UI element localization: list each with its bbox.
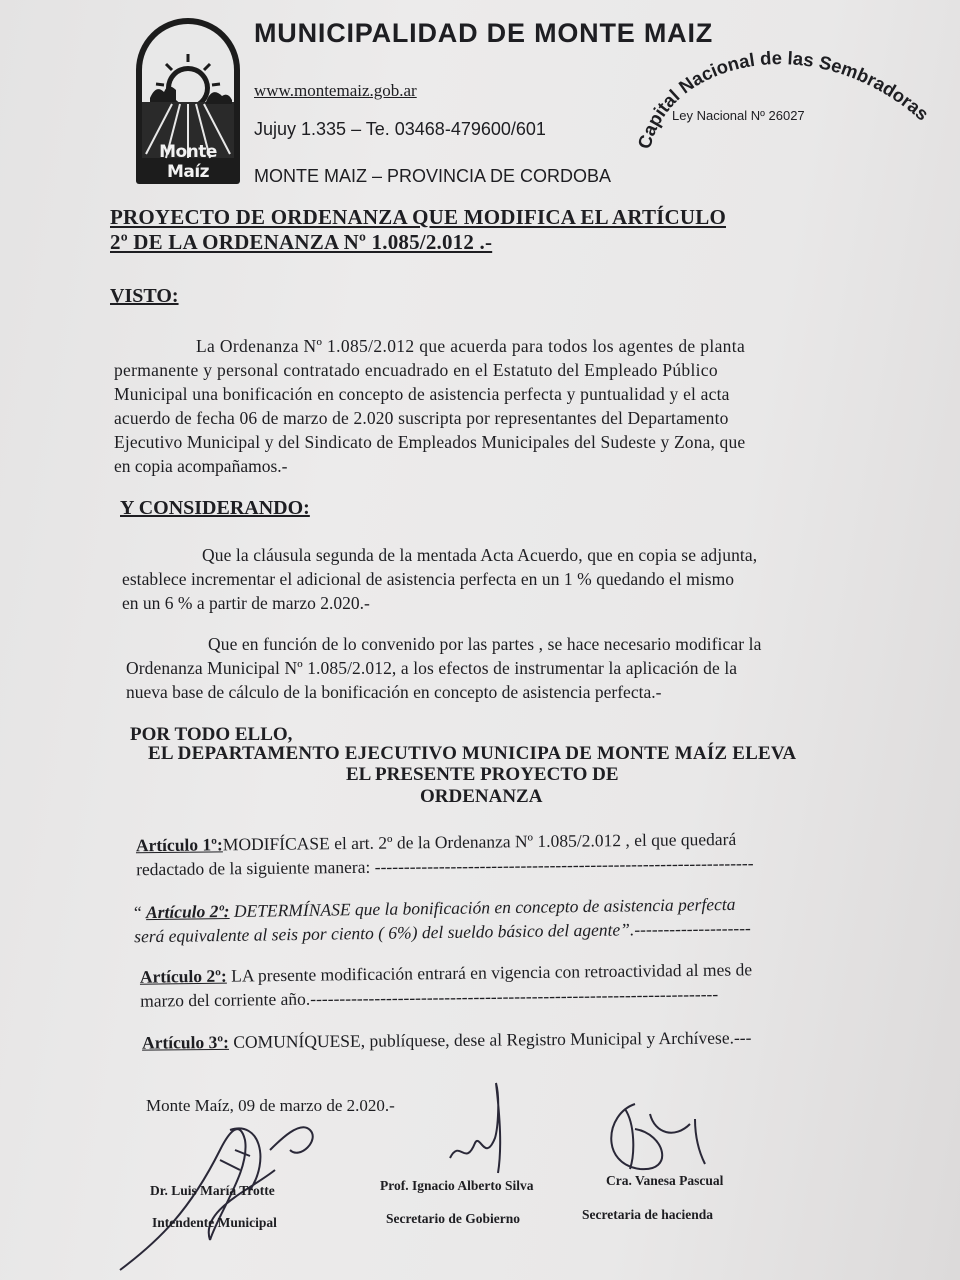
article-2-label: Artículo 2º: xyxy=(139,965,227,987)
signature-pascual xyxy=(595,1094,725,1184)
seal-arc-text: Capital Nacional de las Sembradoras xyxy=(633,47,934,151)
article-3-label: Artículo 3º: xyxy=(141,1031,230,1053)
article-2-text: LA presente modificación entrará en vigencia con retroactividad al mes de xyxy=(226,959,753,986)
visto-line: acuerdo de fecha 06 de marzo de 2.020 suscripta por representantes del Departamento xyxy=(114,408,729,428)
signatory-3-role: Secretaria de hacienda xyxy=(582,1207,713,1222)
considerando-line: Que la cláusula segunda de la mentada Acta Acuerdo, que en copia se adjunta, xyxy=(202,545,758,565)
location-line: MONTE MAIZ – PROVINCIA DE CORDOBA xyxy=(254,166,612,186)
considerando-line: Ordenanza Municipal Nº 1.085/2.012, a los efectos de instrumentar la aplicación de la xyxy=(126,658,738,678)
visto-line: permanente y personal contratado encuadrado en el Estatuto del Empleado Público xyxy=(114,360,718,380)
article-2-text-cont: marzo del corriente año.---------------------------------------------------------------------- xyxy=(140,983,719,1011)
municipality-logo xyxy=(136,18,240,184)
address-phone: Jujuy 1.335 – Te. 03468-479600/601 xyxy=(254,119,546,139)
considerando-line: establece incrementar el adicional de asistencia perfecta en un 1 % quedando el mismo xyxy=(122,569,735,589)
ordenanza-label: ORDENANZA xyxy=(420,786,543,807)
visto-line: La Ordenanza Nº 1.085/2.012 que acuerda para todos los agentes de planta xyxy=(196,336,746,356)
signature-silva xyxy=(440,1078,540,1178)
visto-line: Municipal una bonificación en concepto de asistencia perfecta y puntualidad y el acta xyxy=(114,384,730,404)
logo-wordmark: Monte Maíz xyxy=(159,142,217,182)
signatory-1-role: Intendente Municipal xyxy=(152,1215,277,1230)
considerando-heading: Y CONSIDERANDO: xyxy=(120,497,310,519)
considerando-paragraph-2 xyxy=(126,632,846,704)
signatory-3-name: Cra. Vanesa Pascual xyxy=(606,1173,724,1188)
article-1-text-cont: redactado de la siguiente manera: ----------------------------------------------------------------- xyxy=(136,852,754,880)
capital-seal xyxy=(630,30,960,170)
considerando-paragraph-1 xyxy=(122,543,842,615)
signatory-1-name: Dr. Luis María Trotte xyxy=(150,1183,275,1198)
quoted-article-label: Artículo 2º: xyxy=(145,900,230,923)
article-1-text: MODIFÍCASE el art. 2º de la Ordenanza Nº 1.085/2.012 , el que quedará xyxy=(222,828,737,855)
por-todo-ello: POR TODO ELLO, xyxy=(130,724,293,745)
article-3-text: COMUNÍQUESE, publíquese, dese al Registro Municipal y Archívese.--- xyxy=(228,1027,752,1052)
article-3 xyxy=(142,1025,752,1054)
quoted-article-text-cont: será equivalente al seis por ciento ( 6%) del sueldo básico del agente”.-------------------- xyxy=(134,917,751,947)
seal-law: Ley Nacional Nº 26027 xyxy=(672,108,805,123)
visto-line: en copia acompañamos.- xyxy=(114,456,288,476)
place-date: Monte Maíz, 09 de marzo de 2.020.- xyxy=(146,1096,395,1115)
municipality-name: MUNICIPALIDAD DE MONTE MAIZ xyxy=(254,18,714,48)
article-2 xyxy=(140,957,753,1012)
article-1-label: Artículo 1º: xyxy=(135,834,223,856)
article-1 xyxy=(136,827,754,881)
title-line-2: 2º DE LA ORDENANZA Nº 1.085/2.012 .- xyxy=(110,230,493,254)
presente-proyecto: EL PRESENTE PROYECTO DE xyxy=(346,764,619,785)
signatory-2-name: Prof. Ignacio Alberto Silva xyxy=(380,1178,534,1193)
considerando-line: en un 6 % a partir de marzo 2.020.- xyxy=(122,593,370,613)
website-link[interactable]: www.montemaiz.gob.ar xyxy=(254,81,417,100)
signatory-2-role: Secretario de Gobierno xyxy=(386,1211,520,1226)
quote-mark: “ xyxy=(133,902,147,923)
eleva-line: EL DEPARTAMENTO EJECUTIVO MUNICIPA DE MONTE MAÍZ ELEVA xyxy=(148,743,797,764)
title-line-1: PROYECTO DE ORDENANZA QUE MODIFICA EL ARTÍCULO xyxy=(110,205,726,229)
considerando-line: nueva base de cálculo de la bonificación en concepto de asistencia perfecta.- xyxy=(126,682,662,702)
considerando-line: Que en función de lo convenido por las partes , se hace necesario modificar la xyxy=(208,634,762,654)
svg-text:Capital Nacional de las Sembra xyxy=(633,47,933,151)
quoted-article-text: DETERMÍNASE que la bonificación en concepto de asistencia perfecta xyxy=(229,893,736,921)
visto-heading: VISTO: xyxy=(110,285,179,307)
visto-line: Ejecutivo Municipal y del Sindicato de Empleados Municipales del Sudeste y Zona, que xyxy=(114,432,746,452)
quoted-article-2 xyxy=(134,892,751,949)
document-title xyxy=(110,205,850,255)
visto-paragraph xyxy=(114,334,840,478)
